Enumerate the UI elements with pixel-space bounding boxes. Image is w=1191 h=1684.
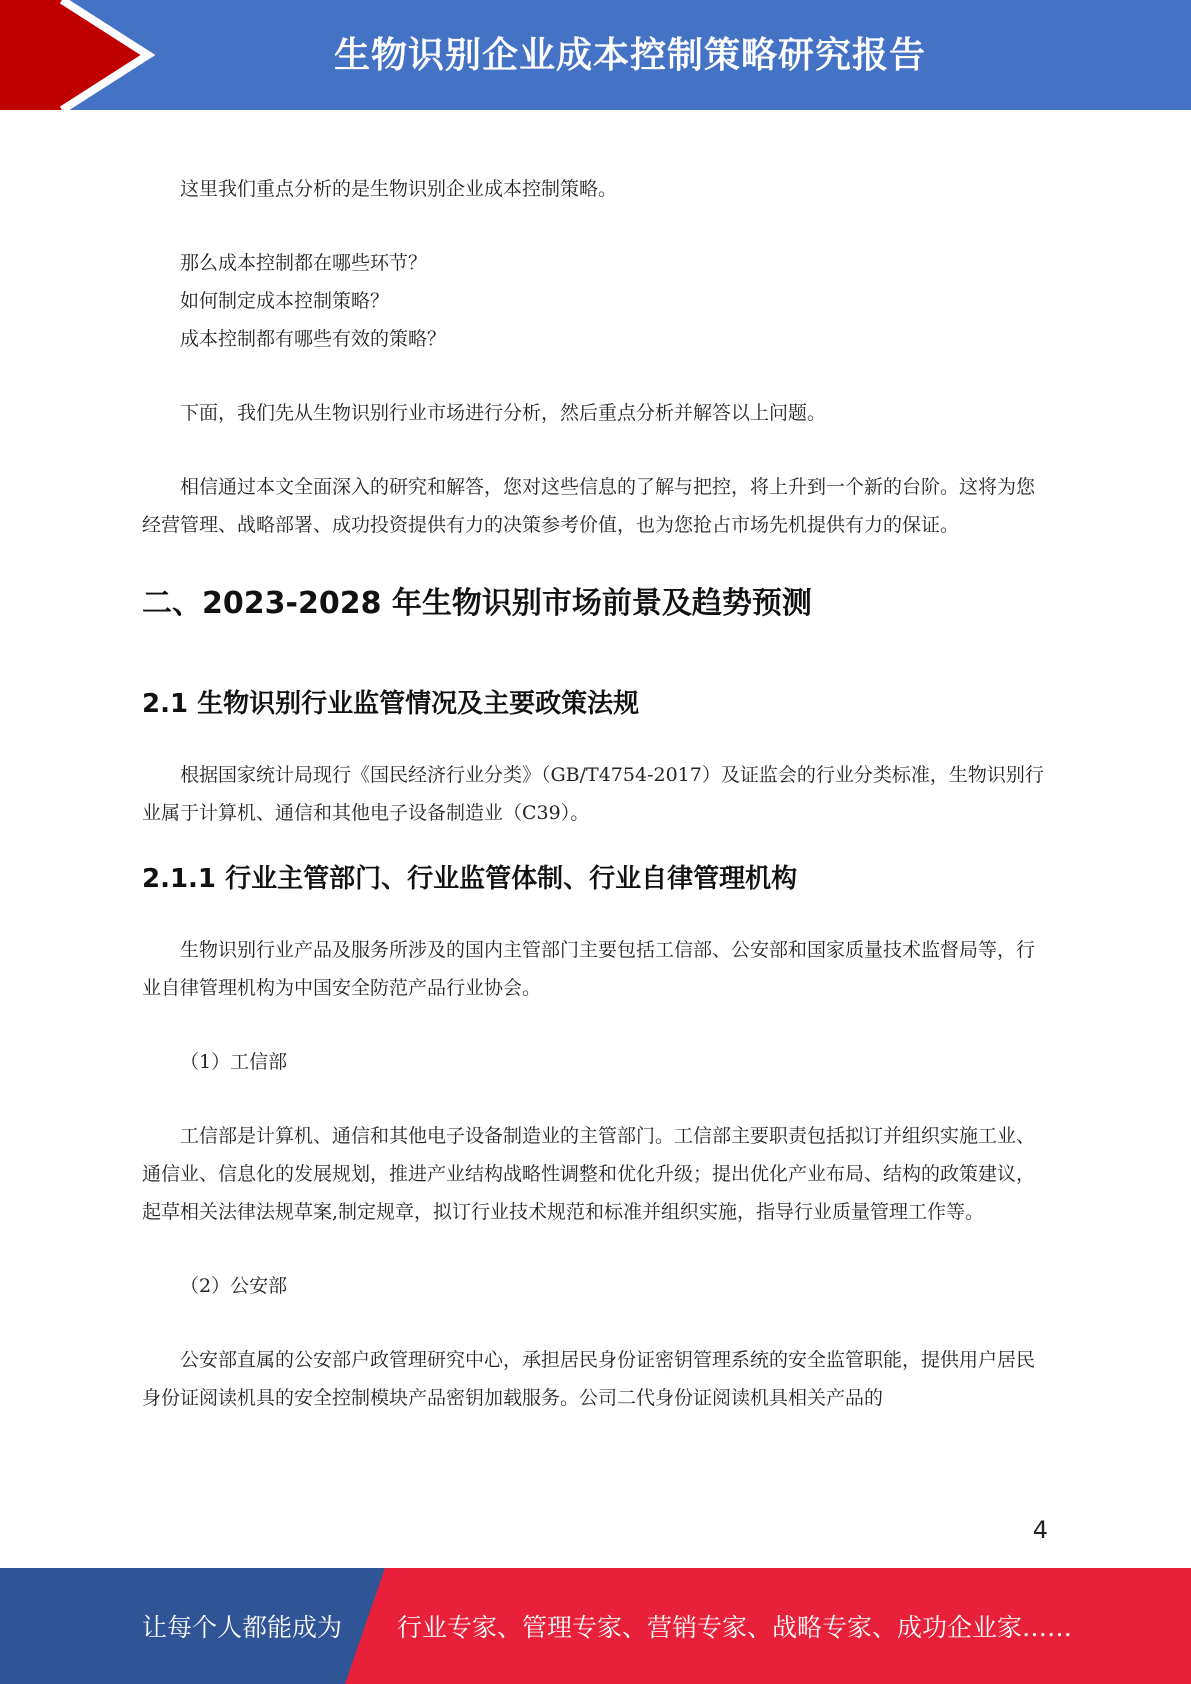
section-heading: 二、2023-2028 年生物识别市场前景及趋势预测 [142, 586, 812, 621]
footer-slogan-right: 行业专家、管理专家、营销专家、战略专家、成功企业家…… [397, 1613, 1073, 1642]
footer-band [0, 1568, 1191, 1684]
question-3: 成本控制都有哪些有效的策略？ [180, 328, 447, 350]
mps-paragraph: 公安部直属的公安部户政管理研究中心，承担居民身份证密钥管理系统的安全监管职能，提供用户居民身份证阅读机具的安全控制模块产品密钥加载服务。公司二代身份证阅读机具相关产品的 [142, 1349, 1036, 1409]
value-paragraph: 相信通过本文全面深入的研究和解答，您对这些信息的了解与把控，将上升到一个新的台阶。这将为您经营管理、战略部署、成功投资提供有力的决策参考价值，也为您抢占市场先机提供有力的保证。 [142, 476, 1036, 536]
question-2: 如何制定成本控制策略？ [180, 290, 390, 312]
question-1: 那么成本控制都在哪些环节？ [180, 252, 428, 274]
list-item-miit: （1）工信部 [180, 1051, 288, 1073]
intro-paragraph: 这里我们重点分析的是生物识别企业成本控制策略。 [180, 178, 618, 200]
document-body [142, 170, 1047, 1417]
subsection-heading-2-1: 2.1 生物识别行业监管情况及主要政策法规 [142, 689, 640, 719]
subsection-heading-2-1-1: 2.1.1 行业主管部门、行业监管体制、行业自律管理机构 [142, 864, 798, 894]
miit-paragraph: 工信部是计算机、通信和其他电子设备制造业的主管部门。工信部主要职责包括拟订并组织实施工业、通信业、信息化的发展规划，推进产业结构战略性调整和优化升级；提出优化产业布局、结构的政策建议，起草相关法律法规草案,制定规章，拟订行业技术规范和标准并组织实施，指导行业质量管理工作等。 [142, 1125, 1036, 1223]
list-item-mps: （2）公安部 [180, 1275, 288, 1297]
transition-paragraph: 下面，我们先从生物识别行业市场进行分析，然后重点分析并解答以上问题。 [180, 402, 827, 424]
report-title: 生物识别企业成本控制策略研究报告 [333, 34, 926, 76]
header-band [0, 0, 1191, 110]
classification-paragraph: 根据国家统计局现行《国民经济行业分类》（GB/T4754-2017）及证监会的行业分类标准，生物识别行业属于计算机、通信和其他电子设备制造业（C39）。 [142, 764, 1044, 824]
page-number: 4 [1032, 1516, 1048, 1544]
footer-slogan-left: 让每个人都能成为 [142, 1613, 343, 1642]
authorities-paragraph: 生物识别行业产品及服务所涉及的国内主管部门主要包括工信部、公安部和国家质量技术监督局等，行业自律管理机构为中国安全防范产品行业协会。 [142, 939, 1036, 999]
